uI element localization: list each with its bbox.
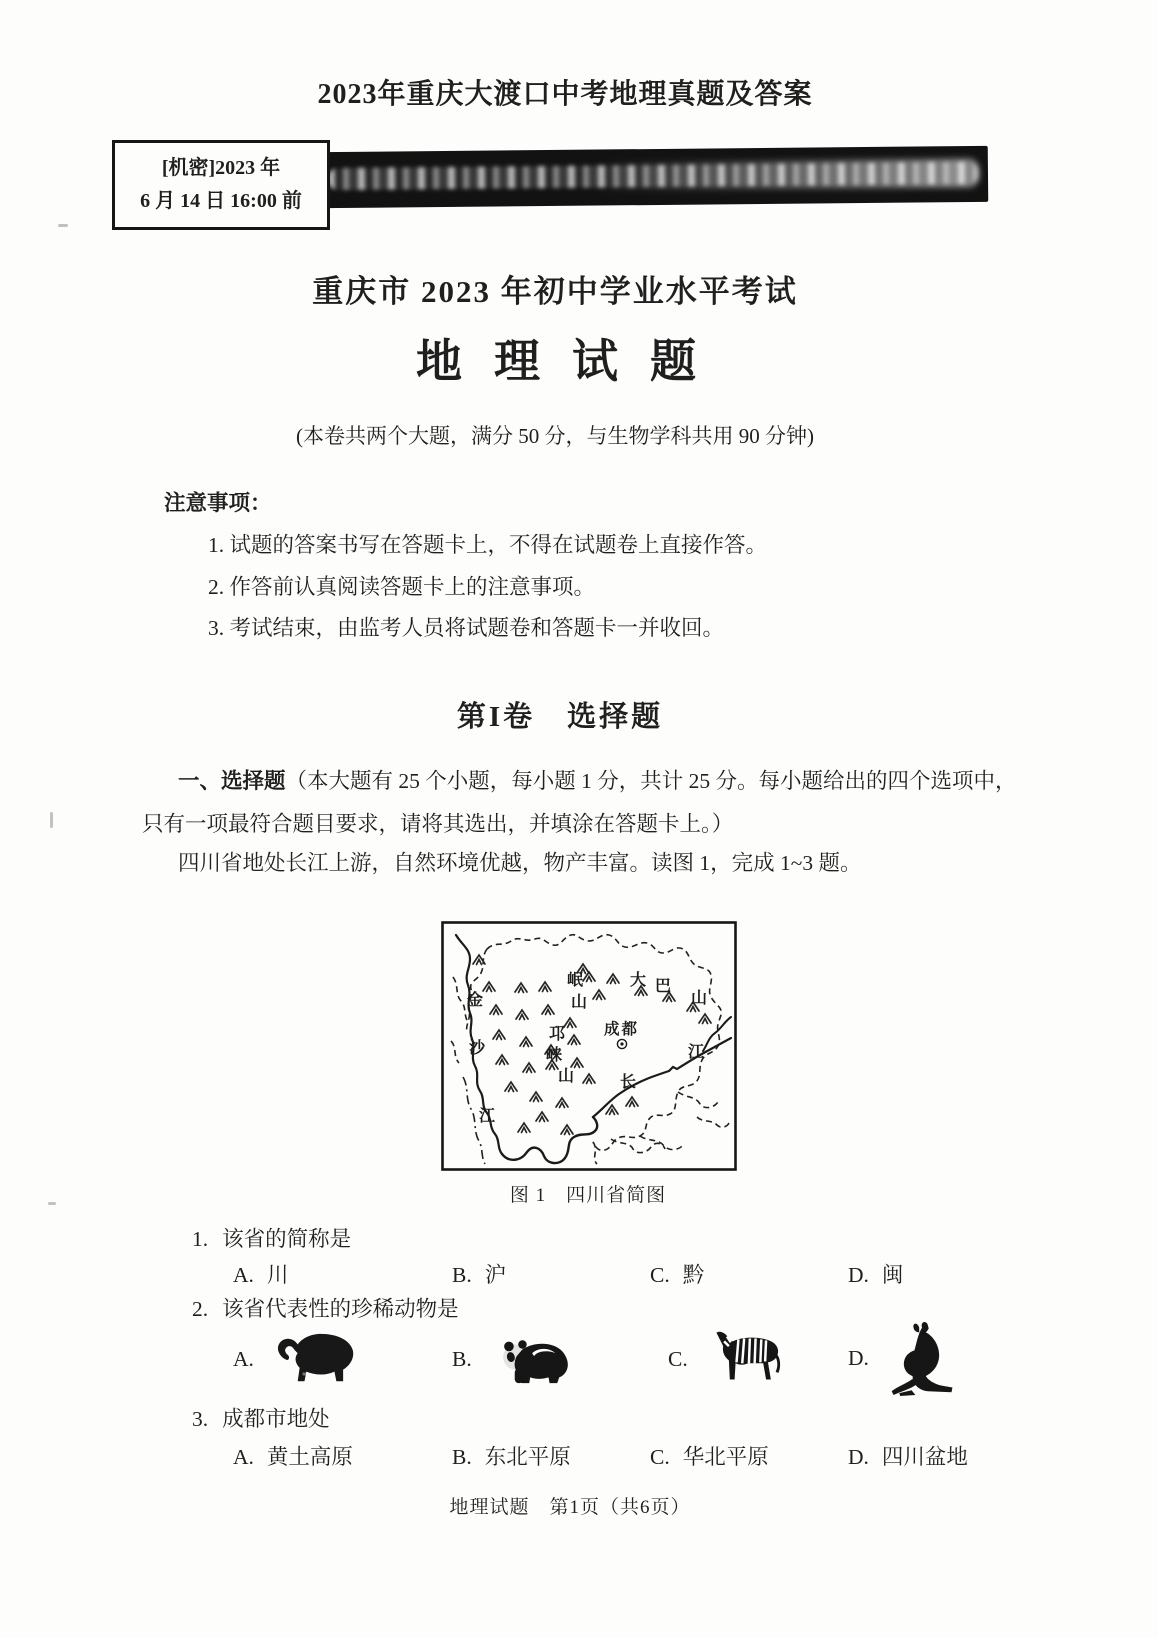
map-label-ba: 巴 (655, 978, 672, 995)
option-text: 川 (266, 1263, 289, 1287)
map-label-lai: 崃 (546, 1047, 563, 1064)
question-text: 该省代表性的珍稀动物是 (222, 1297, 459, 1321)
map-label-ba-shan: 山 (691, 990, 708, 1007)
option-text: 黔 (682, 1263, 705, 1287)
option-label: C. (668, 1346, 688, 1371)
map-label-da: 大 (630, 972, 647, 989)
option-text: 沪 (484, 1263, 507, 1287)
option-label: D. (848, 1445, 869, 1469)
notices-heading: 注意事项： (164, 491, 272, 515)
secrecy-line2: 6 月 14 日 16:00 前 (140, 190, 302, 212)
redaction-noise (588, 158, 980, 192)
option-label: B. (452, 1346, 472, 1371)
intro-body: （本大题有 25 个小题，每小题 1 分，共计 25 分。每小题给出的四个选项中，只有一项最符合题目要求，请将其选出，并填涂在答题卡上。） (142, 769, 1017, 836)
scan-artifact (50, 812, 53, 828)
question-text: 成都市地处 (222, 1407, 330, 1431)
kangaroo-icon (887, 1320, 959, 1396)
panda-icon (490, 1330, 582, 1388)
secrecy-box (112, 140, 330, 230)
question-1 (192, 1222, 351, 1253)
scan-artifact (48, 1202, 56, 1205)
option-a (233, 1258, 288, 1289)
option-b (452, 1440, 571, 1471)
question-number: 2. (192, 1297, 209, 1321)
option-label: B. (452, 1263, 472, 1287)
option-d (848, 1320, 959, 1396)
elephant-icon (272, 1330, 364, 1388)
page-title: 2023年重庆大渡口中考地理真题及答案 (317, 79, 813, 110)
map-label-chang: 长 (620, 1074, 637, 1091)
scan-artifact (58, 224, 68, 227)
figure1-map (441, 920, 737, 1172)
sichuan-map-figure (441, 920, 737, 1172)
map-label-jiang-left: 江 (479, 1108, 496, 1125)
option-label: D. (848, 1263, 869, 1287)
option-a (233, 1440, 353, 1471)
notice-item: 3. 考试结束，由监考人员将试题卷和答题卡一并收回。 (208, 616, 725, 640)
option-c (650, 1440, 769, 1471)
map-label-min: 岷 (567, 972, 584, 989)
map-label-min-shan: 山 (571, 994, 588, 1011)
section1-title: 第I卷 选择题 (456, 701, 664, 733)
redacted-bar (322, 146, 989, 208)
map-label-lai-shan: 山 (558, 1068, 575, 1085)
option-text: 东北平原 (484, 1445, 571, 1469)
option-b (452, 1258, 506, 1289)
option-label: A. (233, 1346, 254, 1371)
subject-title: 地理试题 (416, 336, 728, 387)
question-number: 3. (192, 1407, 209, 1431)
option-text: 四川盆地 (881, 1445, 968, 1469)
intro-lead: 一、选择题 (178, 769, 286, 793)
option-label: C. (650, 1263, 670, 1287)
question-text: 该省的简称是 (222, 1227, 352, 1251)
question-2 (192, 1292, 459, 1323)
chengdu-city-marker (617, 1039, 626, 1048)
question-number: 1. (192, 1227, 209, 1251)
option-label: B. (452, 1445, 472, 1469)
option-label: A. (233, 1445, 254, 1469)
south-boundary (502, 1117, 597, 1163)
option-c (650, 1258, 704, 1289)
map-label-qiong: 邛 (549, 1026, 566, 1043)
option-c (650, 1328, 788, 1390)
option-text: 闽 (881, 1263, 904, 1287)
option-label: A. (233, 1263, 254, 1287)
option-label: C. (650, 1445, 670, 1469)
map-label-chengdu: 成都 (604, 1021, 640, 1038)
page-footer: 地理试题 第1页（共6页） (449, 1497, 691, 1518)
secrecy-line1: [机密]2023 年 (161, 157, 281, 179)
notice-item: 2. 作答前认真阅读答题卡上的注意事项。 (208, 575, 596, 599)
question-3 (192, 1402, 330, 1433)
paper-info: (本卷共两个大题，满分 50 分，与生物学科共用 90 分钟) (296, 424, 814, 448)
map-label-jiang-right: 江 (688, 1044, 705, 1061)
option-d (848, 1440, 968, 1471)
option-text: 黄土高原 (266, 1445, 353, 1469)
section1-intro (142, 760, 1024, 846)
zebra-icon (706, 1328, 788, 1390)
exam-title: 重庆市 2023 年初中学业水平考试 (312, 274, 798, 309)
option-label: D. (848, 1345, 869, 1370)
notice-item: 1. 试题的答案书写在答题卡上，不得在试题卷上直接作答。 (208, 533, 768, 557)
yangtze-river (593, 1038, 731, 1117)
option-b (452, 1330, 582, 1388)
option-d (848, 1258, 903, 1289)
figure1-caption: 图 1 四川省简图 (509, 1185, 667, 1206)
question-passage: 四川省地处长江上游，自然环境优越，物产丰富。读图 1，完成 1~3 题。 (178, 851, 862, 875)
option-a (233, 1330, 364, 1388)
map-label-jin: 金 (467, 992, 484, 1009)
map-label-sha: 沙 (469, 1040, 486, 1057)
option-text: 华北平原 (682, 1445, 769, 1469)
